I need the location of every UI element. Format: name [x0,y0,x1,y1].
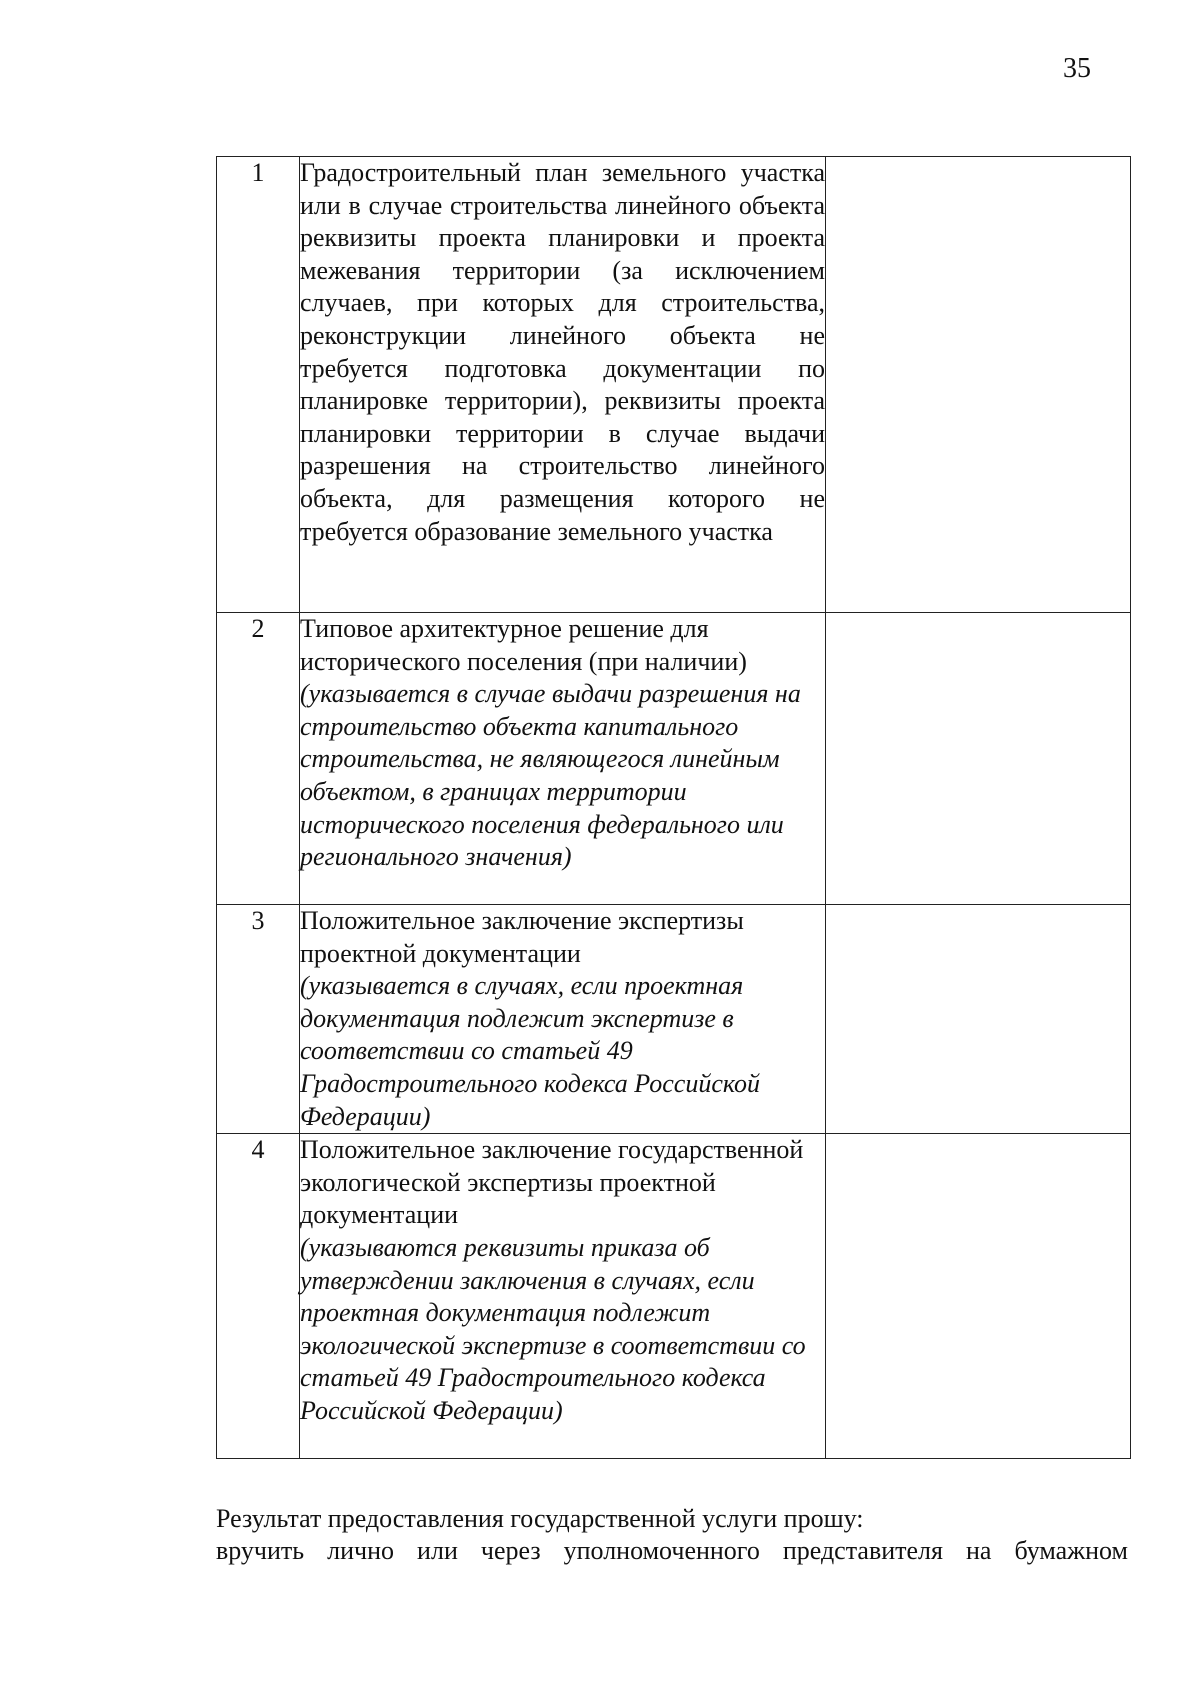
result-option-text: вручить лично или через уполномоченного представителя на бумажном [216,1536,1128,1565]
requisites-table [216,156,1131,1459]
table-row [217,613,1131,905]
row-description [300,157,826,613]
row-description [300,613,826,905]
result-section [216,1503,1128,1567]
row-number: 2 [217,613,300,905]
page-number: 35 [1063,53,1091,84]
row-number: 1 [217,157,300,613]
row-text: Положительное заключение государственной экологической экспертизы проектной документации [300,1135,804,1230]
row-value-cell[interactable] [826,905,1131,1134]
row-text: Градостроительный план земельного участка или в случае строительства линейного объекта реквизиты проекта планировки и проекта межевания территории (за исключением случаев, при которых для строительства, реконструкции линейного объекта не требуется подготовка документации по планировке территории), реквизиты проекта планировки территории в случае выдачи разрешения на строительство линейного объекта, для размещения которого не требуется образование земельного участка [300,158,825,546]
row-value-cell[interactable] [826,613,1131,905]
table-row [217,905,1131,1134]
table-row [217,1134,1131,1459]
table-row [217,157,1131,613]
row-description [300,1134,826,1459]
row-value-cell[interactable] [826,157,1131,613]
row-note: (указывается в случаях, если проектная документация подлежит экспертизе в соответствии со статьей 49 Градостроительного кодекса Российской Федерации) [300,971,761,1131]
row-note: (указывается в случае выдачи разрешения на строительство объекта капитального строительства, не являющегося линейным объектом, в границах территории исторического поселения федерального или регионального значения) [300,679,801,872]
row-text: Типовое архитектурное решение для исторического поселения (при наличии) [300,614,747,676]
result-heading: Результат предоставления государственной услуги прошу: [216,1504,864,1533]
row-number: 3 [217,905,300,1134]
row-description [300,905,826,1134]
row-number: 4 [217,1134,300,1459]
row-value-cell[interactable] [826,1134,1131,1459]
row-note: (указываются реквизиты приказа об утверждении заключения в случаях, если проектная документация подлежит экологической экспертизе в соответствии со статьей 49 Градостроительного кодекса Российской Федерации) [300,1232,806,1425]
row-text: Положительное заключение экспертизы проектной документации [300,906,744,968]
